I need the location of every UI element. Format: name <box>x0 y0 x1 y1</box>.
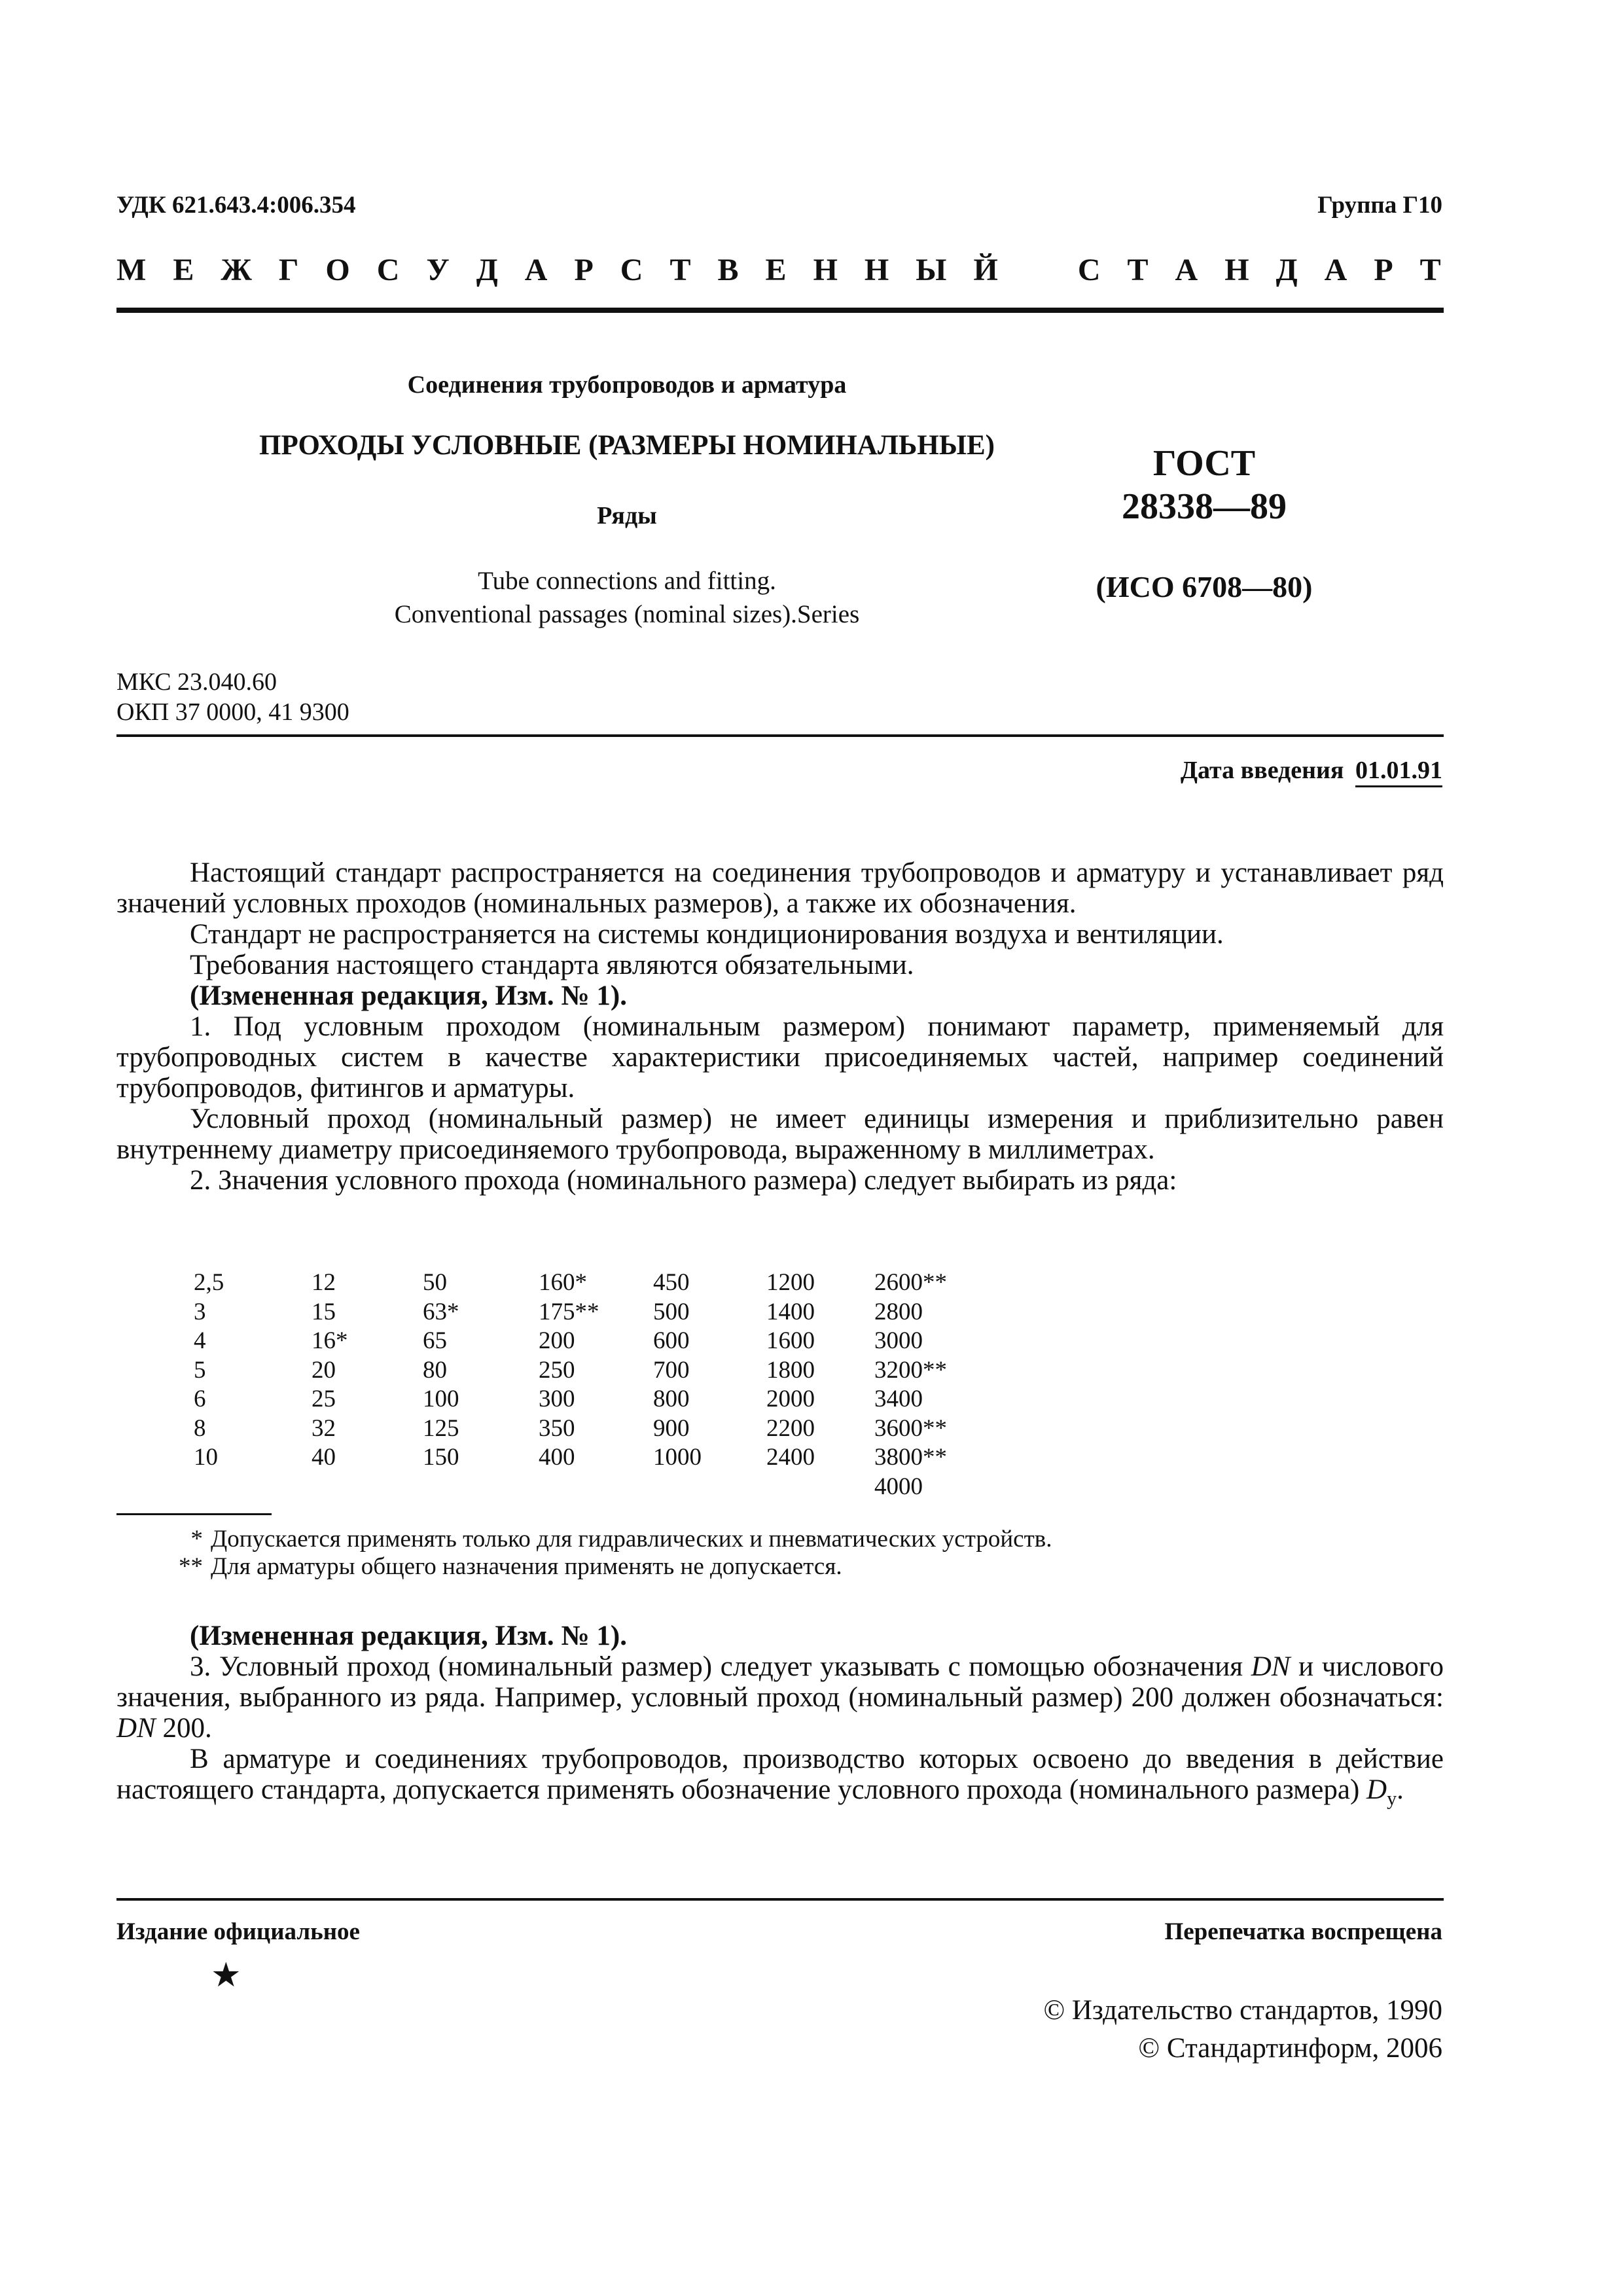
paragraph-definition: 1. Под условным проходом (номинальным размером) понимают параметр, применяемый для трубопроводных систем в качестве характеристики присоединяемых частей, например соединений трубопроводов, фитингов и арматуры. <box>116 1011 1444 1103</box>
value-cell: 160* <box>539 1269 587 1296</box>
introduction-date <box>1181 756 1442 785</box>
footer-rule <box>116 1898 1444 1901</box>
banner-letter: Й <box>973 253 998 287</box>
value-cell: 63* <box>423 1298 459 1325</box>
value-cell: 1600 <box>766 1327 815 1354</box>
official-edition-label: Издание официальное <box>116 1918 360 1945</box>
value-cell: 3 <box>194 1298 206 1325</box>
amendment-note: (Измененная редакция, Изм. № 1). <box>190 1621 627 1651</box>
group-code: Группа Г10 <box>1317 192 1442 219</box>
value-cell: 500 <box>653 1298 690 1325</box>
banner-rule <box>116 308 1444 313</box>
value-cell: 1800 <box>766 1356 815 1384</box>
body-upper <box>116 857 1444 1196</box>
okp-code: ОКП 37 0000, 41 9300 <box>116 698 349 726</box>
banner-letter: Д <box>1275 253 1298 287</box>
banner-letter: Д <box>476 253 498 287</box>
value-cell: 32 <box>312 1414 336 1442</box>
value-cell: 2,5 <box>194 1269 224 1296</box>
value-cell: 2000 <box>766 1386 815 1412</box>
banner-letter: М <box>116 253 147 287</box>
banner-gap <box>1025 252 1051 288</box>
footnote-rule <box>116 1513 272 1515</box>
star-icon: ★ <box>211 1957 241 1994</box>
values-column <box>423 1268 459 1473</box>
footnote-double <box>164 1552 842 1581</box>
introduction-date-label: Дата введения <box>1180 757 1344 784</box>
value-cell: 700 <box>653 1356 690 1384</box>
text-run: 200. <box>155 1713 212 1744</box>
copyright-line: © Стандартинформ, 2006 <box>1138 2033 1442 2064</box>
banner-letter: Е <box>765 253 787 287</box>
banner-letter: С <box>376 253 400 287</box>
dy-symbol: D <box>1366 1774 1387 1805</box>
text-run: В арматуре и соединениях трубопроводов, производство которых освоено до введения в действие настоящего стандарта, допускается применять обозначение условного прохода (номинального размера) <box>116 1744 1444 1805</box>
footnote-mark: * <box>190 1526 203 1552</box>
text-run: и числового значения, выбранного из ряда. Например, условный проход (номинальный размер) 200 должен обозначаться: <box>116 1651 1444 1713</box>
value-cell: 300 <box>539 1386 575 1412</box>
value-cell: 400 <box>539 1444 575 1471</box>
value-cell: 1000 <box>653 1444 702 1471</box>
paragraph-legacy-designation <box>116 1744 1444 1814</box>
value-cell: 2800 <box>874 1298 923 1325</box>
paragraph-mandatory: Требования настоящего стандарта являются обязательными. <box>190 950 914 980</box>
text-run: . <box>1397 1774 1404 1805</box>
banner-letter: Р <box>574 253 594 287</box>
footnote-text: Для арматуры общего назначения применять не допускается. <box>211 1553 842 1580</box>
copyright-block <box>1043 1992 1442 2068</box>
standard-title: ПРОХОДЫ УСЛОВНЫЕ (РАЗМЕРЫ НОМИНАЛЬНЫЕ) <box>259 430 995 461</box>
paragraph-designation <box>116 1651 1444 1744</box>
banner-letter: Т <box>1419 253 1441 287</box>
value-cell: 25 <box>312 1386 336 1412</box>
values-column <box>653 1268 702 1473</box>
gost-label: ГОСТ <box>1152 443 1256 484</box>
value-cell: 350 <box>539 1414 575 1442</box>
value-cell: 15 <box>312 1298 336 1325</box>
footnote-text: Допускается применять только для гидравлических и пневматических устройств. <box>211 1526 1052 1552</box>
value-cell: 3800** <box>874 1444 947 1471</box>
value-cell: 800 <box>653 1386 690 1412</box>
paragraph-units: Условный проход (номинальный размер) не имеет единицы измерения и приблизительно равен внутреннему диаметру присоединяемого трубопровода, выраженному в миллиметрах. <box>116 1103 1444 1165</box>
value-cell: 100 <box>423 1386 459 1412</box>
footnote-single <box>164 1525 1052 1553</box>
value-cell: 600 <box>653 1327 690 1354</box>
values-column <box>874 1268 947 1501</box>
value-cell: 200 <box>539 1327 575 1354</box>
value-cell: 4 <box>194 1327 206 1354</box>
banner-letter: О <box>325 253 350 287</box>
value-cell: 2200 <box>766 1414 815 1442</box>
copyright-line: © Издательство стандартов, 1990 <box>1043 1995 1442 2026</box>
footnote-mark: ** <box>179 1553 203 1580</box>
value-cell: 125 <box>423 1414 459 1442</box>
udk-code: УДК 621.643.4:006.354 <box>116 192 356 219</box>
banner-letter: У <box>426 253 450 287</box>
dy-subscript: у <box>1387 1787 1397 1810</box>
amendment-note: (Измененная редакция, Изм. № 1). <box>190 980 627 1011</box>
banner-letter: С <box>1077 253 1101 287</box>
paragraph-series-intro: 2. Значения условного прохода (номинального размера) следует выбирать из ряда: <box>190 1165 1177 1196</box>
banner-letter: Ж <box>221 253 252 287</box>
value-cell: 3200** <box>874 1356 947 1384</box>
value-cell: 80 <box>423 1356 447 1384</box>
banner-letter: С <box>620 253 643 287</box>
paragraph-scope: Настоящий стандарт распространяется на соединения трубопроводов и арматуру и устанавливает ряд значений условных проходов (номинальных размеров), а также их обозначения. <box>116 857 1444 919</box>
banner-letter: Т <box>1127 253 1149 287</box>
value-cell: 50 <box>423 1269 447 1296</box>
value-cell: 3000 <box>874 1327 923 1354</box>
value-cell: 40 <box>312 1444 336 1471</box>
english-title-line1: Tube connections and fitting. <box>478 567 776 595</box>
iso-reference: (ИСО 6708—80) <box>1096 570 1313 603</box>
values-column <box>194 1268 224 1473</box>
value-cell: 3400 <box>874 1386 923 1412</box>
value-cell: 450 <box>653 1269 690 1296</box>
dn-symbol: DN <box>116 1713 156 1744</box>
banner-letter: Е <box>173 253 194 287</box>
standard-subject: Соединения трубопроводов и арматура <box>407 371 847 399</box>
body-lower <box>116 1621 1444 1814</box>
banner-letter: Ы <box>916 253 947 287</box>
value-cell: 900 <box>653 1414 690 1442</box>
text-run: 3. Условный проход (номинальный размер) следует указывать с помощью обозначения <box>190 1651 1251 1682</box>
banner-letter: Н <box>1224 253 1249 287</box>
paragraph-exclusion: Стандарт не распространяется на системы кондиционирования воздуха и вентиляции. <box>190 919 1224 950</box>
value-cell: 4000 <box>874 1473 923 1500</box>
english-title-line2: Conventional passages (nominal sizes).Series <box>394 600 860 628</box>
banner-letter: А <box>524 253 548 287</box>
mks-code: МКС 23.040.60 <box>116 668 277 696</box>
value-cell: 2600** <box>874 1269 947 1296</box>
banner-letter: Р <box>1374 253 1393 287</box>
value-cell: 2400 <box>766 1444 815 1471</box>
values-column <box>766 1268 815 1473</box>
banner-letter: В <box>717 253 739 287</box>
value-cell: 175** <box>539 1298 599 1325</box>
banner-letter: Н <box>864 253 889 287</box>
banner-letter: Н <box>813 253 838 287</box>
introduction-date-value: 01.01.91 <box>1355 757 1442 787</box>
gost-number: 28338—89 <box>1122 486 1287 527</box>
dn-symbol: DN <box>1251 1651 1291 1682</box>
value-cell: 10 <box>194 1444 218 1471</box>
values-column <box>312 1268 348 1473</box>
value-cell: 6 <box>194 1386 206 1412</box>
value-cell: 8 <box>194 1414 206 1442</box>
values-column <box>539 1268 599 1473</box>
standard-banner <box>116 252 1441 288</box>
value-cell: 5 <box>194 1356 206 1384</box>
value-cell: 1400 <box>766 1298 815 1325</box>
value-cell: 12 <box>312 1269 336 1296</box>
banner-letter: Г <box>278 253 299 287</box>
value-cell: 1200 <box>766 1269 815 1296</box>
value-cell: 150 <box>423 1444 459 1471</box>
value-cell: 65 <box>423 1327 447 1354</box>
value-cell: 20 <box>312 1356 336 1384</box>
value-cell: 3600** <box>874 1414 947 1442</box>
banner-letter: А <box>1324 253 1347 287</box>
value-cell: 250 <box>539 1356 575 1384</box>
standard-subtitle: Ряды <box>597 502 657 529</box>
codes-rule <box>116 734 1444 737</box>
value-cell: 16* <box>312 1327 348 1354</box>
banner-letter: Т <box>669 253 691 287</box>
banner-letter: А <box>1175 253 1198 287</box>
reprint-prohibited-label: Перепечатка воспрещена <box>1164 1918 1442 1945</box>
